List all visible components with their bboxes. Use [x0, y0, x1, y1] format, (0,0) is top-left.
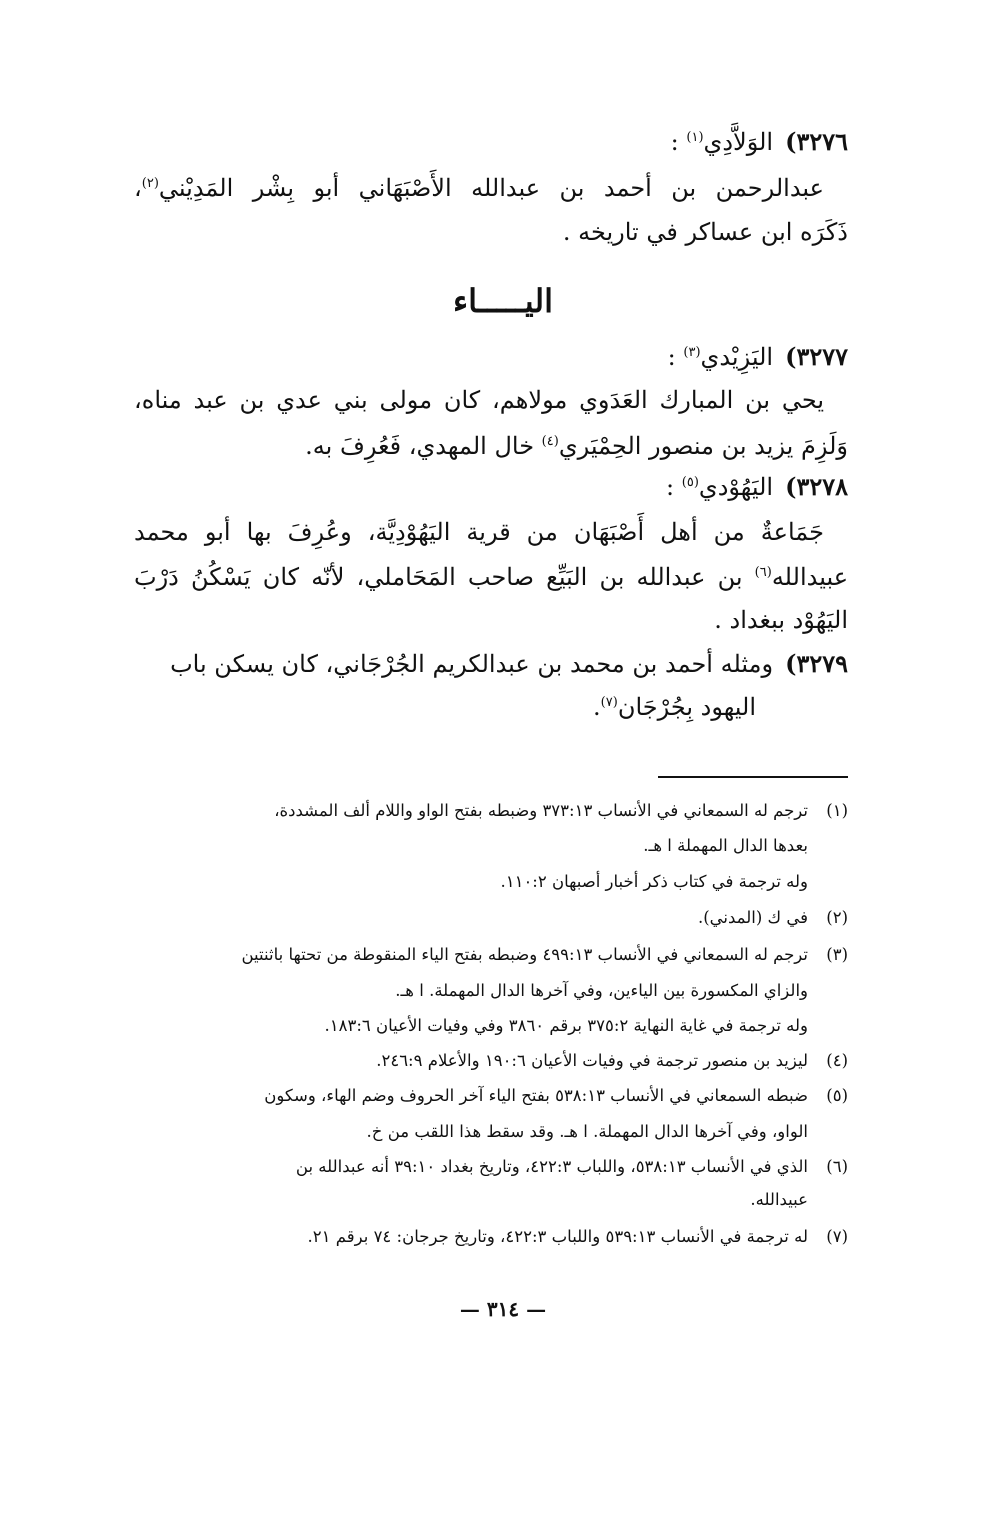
footnote-2 — [134, 910, 848, 927]
footnote-7 — [134, 1229, 848, 1246]
footnote-text: ترجم له السمعاني في الأنساب ٣٧٣:١٣ وضبطه بفتح الواو واللام ألف المشددة، — [274, 801, 808, 820]
text-span: . — [593, 693, 601, 721]
text-span: ومثله أحمد بن محمد بن عبدالكريم الجُرْجَاني، كان يسكن باب — [170, 650, 774, 678]
footnote-number: (٣) — [826, 945, 848, 964]
footnote-text: ليزيد بن منصور ترجمة في وفيات الأعيان ١٩٠:٦ والأعلام ٢٤٦:٩. — [376, 1051, 808, 1070]
footnote-3-line-3 — [134, 1018, 808, 1035]
footnote-ref: (٤) — [541, 434, 559, 449]
text-span: يحي بن المبارك العَدَوي مولاهم، كان مولى بني عدي بن عبد مناه، — [134, 386, 824, 414]
footnote-text: الواو، وفي آخرها الدال المهملة. ا هـ. وقد سقط هذا اللقب من خ. — [366, 1122, 808, 1141]
entry-3279-line-2 — [136, 695, 756, 719]
colon: : — [670, 128, 679, 156]
footnote-text: وله ترجمة في غاية النهاية ٣٧٥:٢ برقم ٣٨٦٠ وفي وفيات الأعيان ١٨٣:٦. — [324, 1016, 808, 1035]
footnote-5-line-2 — [134, 1124, 808, 1141]
footnote-ref: (٢) — [141, 176, 159, 191]
footnote-text: الذي في الأنساب ٥٣٨:١٣، واللباب ٤٢٢:٣، وتاريخ بغداد ٣٩:١٠ أنه عبدالله بن — [295, 1157, 808, 1176]
footnote-text: ضبطه السمعاني في الأنساب ٥٣٨:١٣ بفتح الياء آخر الحروف وضم الهاء، وسكون — [264, 1086, 808, 1105]
footnote-number: (٥) — [826, 1086, 848, 1105]
footnote-1-line-2 — [134, 838, 808, 855]
footnote-text: بعدها الدال المهملة ا هـ. — [643, 836, 808, 855]
footnote-6-line-2 — [134, 1192, 808, 1209]
footnote-3-line-2 — [134, 983, 808, 1000]
text-span: بن عبدالله بن البَيِّع صاحب المَحَاملي، لأنّه كان يَسْكُنُ دَرْبَ — [134, 563, 755, 591]
colon: : — [667, 343, 676, 371]
text-span: عبيدالله — [771, 563, 849, 591]
text-span: عبدالرحمن بن أحمد بن عبدالله الأَصْبَهَاني أبو بِشْر المَدِيْني — [158, 174, 824, 202]
entry-3277-heading — [128, 342, 848, 371]
footnote-text: عبيدالله. — [750, 1190, 808, 1209]
text-span: خال المهدي، فَعُرِفَ به. — [305, 432, 542, 460]
entry-3277-line-1 — [134, 388, 824, 412]
footnote-text: وله ترجمة في كتاب ذكر أخبار أصبهان ١١٠:٢. — [500, 872, 808, 891]
entry-3278-line-3 — [134, 608, 848, 632]
footnote-text: ترجم له السمعاني في الأنساب ٤٩٩:١٣ وضبطه بفتح الياء المنقوطة من تحتها باثنتين — [241, 945, 808, 964]
text-span: ، — [134, 174, 142, 202]
entry-name: الوَلاَّدِي — [703, 128, 774, 156]
entry-3276-line-1 — [134, 176, 824, 200]
footnote-text: له ترجمة في الأنساب ٥٣٩:١٣ واللباب ٤٢٢:٣، وتاريخ جرجان: ٧٤ برقم ٢١. — [307, 1227, 808, 1246]
entry-3276-line-2 — [134, 220, 848, 244]
footnote-number: (٢) — [826, 908, 848, 927]
entry-number: ٣٢٧٦) — [785, 127, 848, 156]
footnote-text: والزاي المكسورة بين الياءين، وفي آخرها الدال المهملة. ا هـ. — [395, 981, 808, 1000]
entry-3276-heading — [128, 127, 848, 156]
text-span: جَمَاعةٌ من أهل أَصْبَهَان من قرية اليَهُوْدِيَّة، وعُرِفَ بها أبو محمد — [134, 518, 824, 546]
footnote-ref: (٣) — [683, 345, 701, 360]
footnote-number: (٦) — [826, 1157, 848, 1176]
footnote-divider — [658, 776, 848, 778]
text-span: اليهود بِجُرْجَان — [617, 693, 756, 721]
footnote-number: (٧) — [826, 1227, 848, 1246]
entry-number: ٣٢٧٧) — [785, 342, 848, 371]
text-span: وَلَزِمَ يزيد بن منصور الحِمْيَري — [558, 432, 848, 460]
entry-number: ٣٢٧٩) — [785, 649, 848, 678]
entry-3278-heading — [128, 472, 848, 501]
entry-name: اليَهُوْدي — [698, 473, 774, 501]
footnote-3 — [134, 947, 848, 964]
footnote-number: (١) — [826, 801, 848, 820]
entry-3278-line-1 — [134, 520, 824, 544]
entry-3277-line-2 — [134, 434, 848, 458]
entry-3278-line-2 — [134, 565, 848, 589]
footnote-ref: (١) — [686, 130, 704, 145]
footnote-ref: (٧) — [600, 695, 618, 710]
footnote-ref: (٥) — [681, 475, 699, 490]
entry-number: ٣٢٧٨) — [785, 472, 848, 501]
section-title: اليـــــاء — [453, 282, 553, 320]
footnote-1 — [134, 803, 848, 820]
text-span: ذَكَرَه ابن عساكر في تاريخه . — [562, 218, 848, 246]
footnote-number: (٤) — [826, 1051, 848, 1070]
entry-3279-heading — [134, 649, 848, 678]
footnote-1-line-3 — [134, 874, 808, 891]
footnote-5 — [134, 1088, 848, 1105]
footnote-ref: (٦) — [754, 565, 772, 580]
footnote-4 — [134, 1053, 848, 1070]
footnote-text: في ك (المدني). — [697, 908, 808, 927]
text-span: اليَهُوْد ببغداد . — [714, 606, 848, 634]
entry-name: اليَزِيْدي — [700, 343, 774, 371]
page-number: — ٣١٤ — — [459, 1297, 547, 1321]
colon: : — [666, 473, 675, 501]
footnote-6 — [134, 1159, 848, 1176]
